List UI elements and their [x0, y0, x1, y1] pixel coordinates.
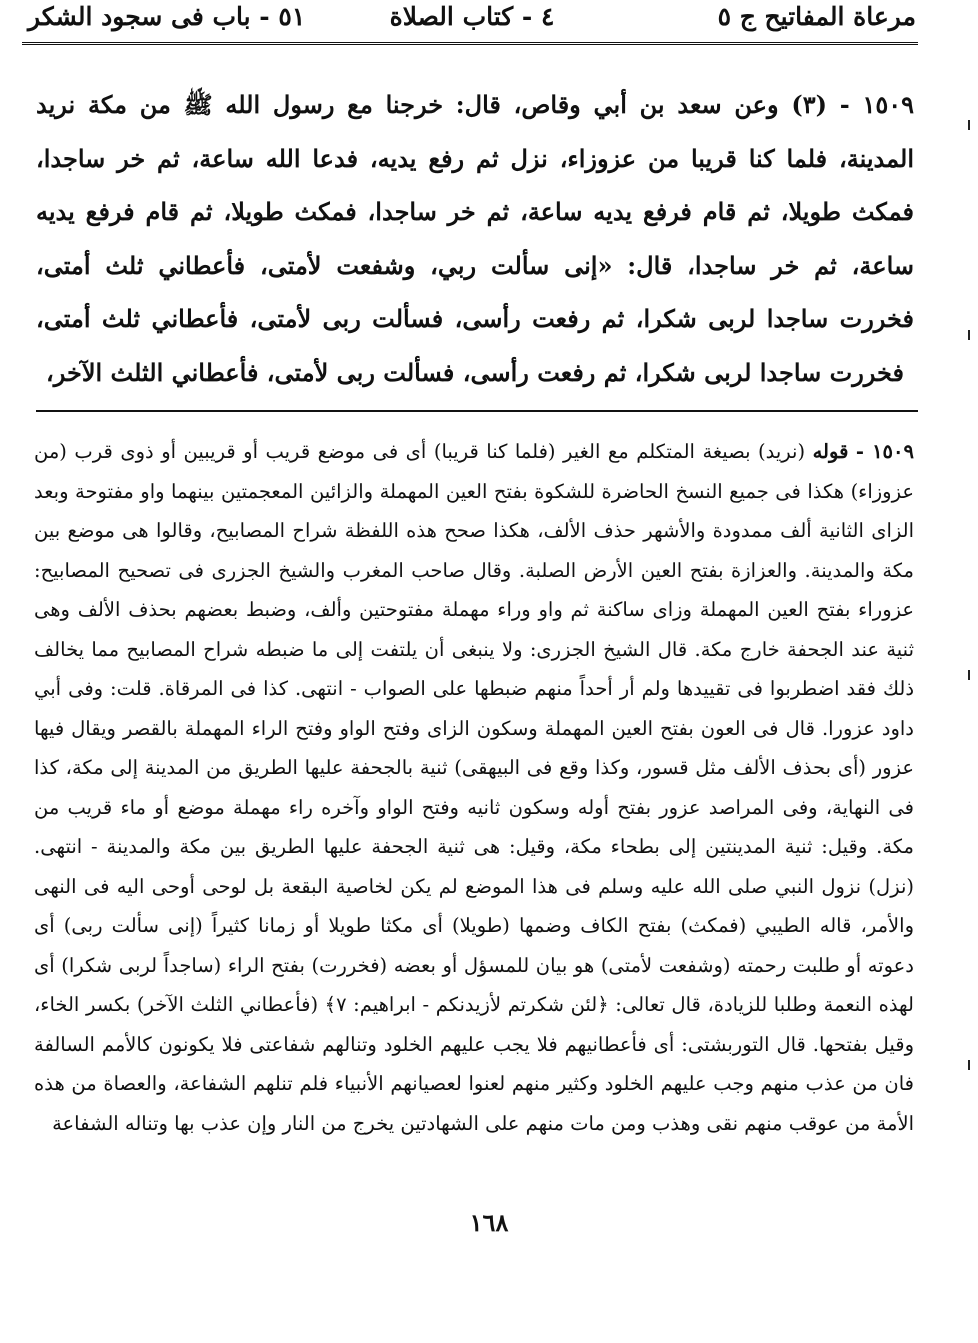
running-header	[28, 0, 916, 40]
margin-mark	[968, 670, 970, 680]
book-title: مرعاة المفاتيح ج ٥	[717, 2, 916, 31]
header-rule	[22, 42, 918, 45]
commentary-lead: قوله	[812, 440, 849, 463]
section-divider	[36, 410, 918, 412]
margin-mark	[968, 330, 970, 340]
commentary-body: (نريد) بصيغة المتكلم مع الغير (فلما كنا قريبا) أى فى موضع قريب أو قريبين أو ذوى قرب (من عزوزاء) هكذا فى جميع النسخ الحاضرة للشكوة بفتح العين المهملة والزائين المعجمتين بينهما واو مفتوحة وبعد الزاى الثانية ألف ممدودة والأشهر حذف الألف، هكذا صحح هذه اللفظة شراح المصابيح، وقالوا هى موضع بين مكة والمدينة. والعزازة بفتح العين الأرض الصلبة. وقال صاحب المغرب والشيخ الجزرى فى تصحيح المصابيح: عزوراء بفتح العين المهملة وزاى ساكنة ثم واو وراء مهملة مفتوحتين وألف، وضبط بعضهم بحذف الألف وهى ثنية عند الجحفة خارج مكة. قال الشيخ الجزرى: ولا ينبغى أن يلتفت إلى ما ضبطه شراح المصابيح مما يخالف ذلك فقد اضطربوا فى تقييدها ولم أر أحداً منهم ضبطها على الصواب - انتهى. كذا فى المرقاة. قلت: وفى أبي داود عزورا. قال فى العون بفتح العين المهملة وسكون الزاى وفتح الواو وفتح الراء المهملة بالقصر ويقال فيها عزور (أى بحذف الألف مثل قسور، وكذا وقع فى البيهقى) ثنية بالجحفة عليها الطريق من المدينة إلى مكة، كذا فى النهاية، وفى المراصد عزور بفتح أوله وسكون ثانيه وفتح الواو وآخره راء مهملة موضع أو ماء قريب من مكة. وقيل: ثنية المدينتين إلى بطحاء مكة، وقيل: هى ثنية الجحفة عليها الطريق بين مكة والمدينة - انتهى. (نزل) نزول النبي صلى الله عليه وسلم فى هذا الموضع لم يكن لخاصية البقعة بل لوحى أوحى اليه فى النهى والأمر، قاله الطيبي (فمكث) بفتح الكاف وضمها (طويلا) أى مكثا طويلا أو زمانا كثيراً (إنى سألت ربى) أى دعوته أو طلبت رحمته (وشفعت لأمتى) هو بيان للمسؤل أو بعضه (فخررت) بفتح الراء (ساجداً لربى شكرا) أى لهذه النعمة وطلبا للزيادة، قال تعالى: ﴿لئن شكرتم لأزيدنكم - ابراهيم: ٧﴾ (فأعطاني الثلث الآخر) بكسر الخاء، وقيل بفتحها. قال التوربشتى: أى فأعطانيهم فلا يجب عليهم الخلود وتنالهم شفاعتى فلا يكونون كالأمم السالفة فان من عذب منهم وجب عليهم الخلود وكثير منهم لعنوا لعصيانهم الأنبياء فلم تنلهم الشفاعة، والعصاة من هذه الأمة من عوقب منهم نقى وهذب ومن مات منهم على الشهادتين يخرج من النار وإن عذب بها وتناله الشفاعة	[34, 440, 914, 1135]
page-number: ١٦٨	[469, 1208, 509, 1237]
hadith-text-block	[36, 78, 914, 399]
bab-title: ٥١ - باب فى سجود الشكر	[28, 2, 306, 31]
hadith-number: ١٥٠٩ - (٣)	[791, 90, 915, 119]
margin-mark	[968, 1060, 970, 1070]
margin-mark	[968, 120, 970, 130]
kitab-title: ٤ - كتاب الصلاة	[389, 2, 555, 31]
commentary-number: ١٥٠٩ -	[855, 440, 914, 463]
commentary-block	[34, 432, 914, 1143]
hadith-body: وعن سعد بن أبي وقاص، قال: خرجنا مع رسول الله ﷺ من مكة نريد المدينة، فلما كنا قريبا من عزوزاء، نزل ثم رفع يديه، فدعا الله ساعة، ثم خر ساجدا، فمكث طويلا، ثم قام فرفع يديه ساعة، ثم خر ساجدا، فمكث طويلا، ثم قام فرفع يديه ساعة، ثم خر ساجدا، قال: «إنى سألت ربي، وشفعت لأمتى، فأعطاني ثلث أمتى، فخررت ساجدا لربى شكرا، ثم رفعت رأسى، فسألت ربى لأمتى، فأعطاني ثلث أمتى، فخررت ساجدا لربى شكرا، ثم رفعت رأسى، فسألت ربى لأمتى، فأعطاني الثلث الآخر،	[36, 90, 914, 387]
